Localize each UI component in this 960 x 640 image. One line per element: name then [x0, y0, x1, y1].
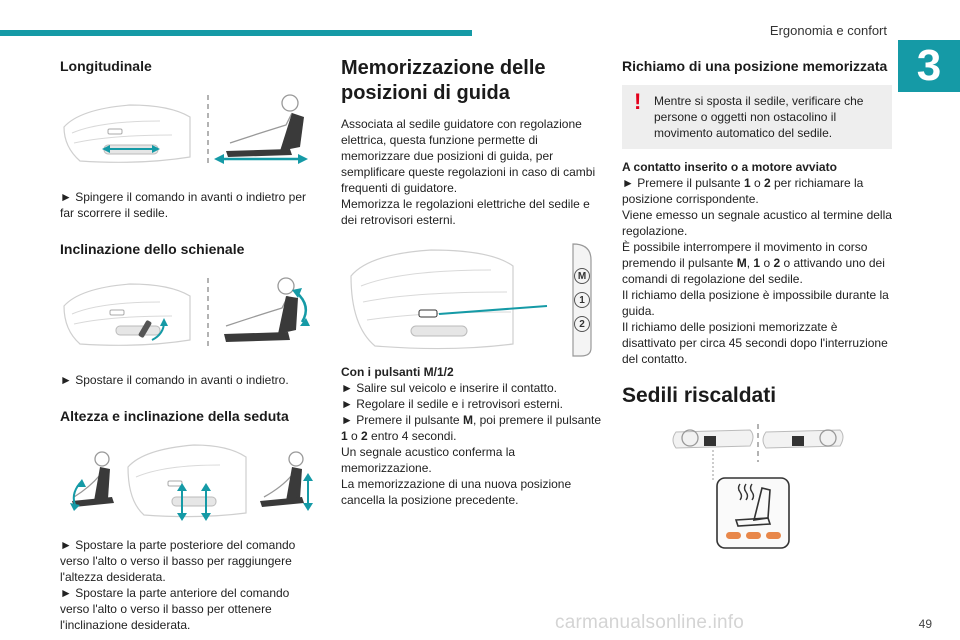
- seated-person-icon: [224, 278, 310, 342]
- memory-button-2[interactable]: 2: [574, 316, 590, 332]
- text-memory-stores: Memorizza le regolazioni elettriche del sedile e dei retrovisori esterni.: [341, 197, 590, 227]
- text-seat-height: ► Spostare la parte posteriore del comando verso l'alto o verso il basso per raggiungere l'altezza desiderata.: [60, 538, 296, 584]
- text-recall-beep: Viene emesso un segnale acustico al termine della regolazione.: [622, 208, 892, 238]
- seat-side-panel-icon: [128, 445, 246, 521]
- subtitle-memory-buttons: Con i pulsanti M/1/2: [341, 365, 454, 379]
- text-backrest: ► Spostare il comando in avanti o indietro.: [60, 373, 289, 387]
- illustration-longitudinal: [60, 87, 314, 169]
- chapter-badge: 3: [898, 40, 960, 92]
- section-title-heated-seats: Sedili riscaldati: [622, 384, 777, 407]
- text-overwrite: La memorizzazione di una nuova posizione cancella la posizione precedente.: [341, 477, 572, 507]
- memory-button-m[interactable]: M: [574, 268, 590, 284]
- section-title-seat-height: Altezza e inclinazione della seduta: [60, 408, 289, 424]
- column-recall: [622, 56, 892, 552]
- watermark: carmanualsonline.info: [555, 612, 745, 633]
- text-longitudinal: ► Spingere il comando in avanti o indietro per far scorrere il sedile.: [60, 190, 307, 220]
- column-seat-adjustments: [60, 56, 314, 633]
- seated-person-icon: [260, 452, 313, 511]
- seat-side-panel-icon: [351, 250, 513, 349]
- text-recall-disabled: Il richiamo delle posizioni memorizzate è disattivato per circa 45 secondi dopo l'interruzione del contatto.: [622, 320, 888, 366]
- heated-seat-panel: [717, 478, 789, 548]
- column-memory: [341, 56, 603, 508]
- memory-button-1[interactable]: 1: [574, 292, 590, 308]
- step-press-buttons: ► Premere il pulsante M, poi premere il pulsante 1 o 2 entro 4 secondi.: [341, 413, 602, 443]
- seated-person-icon: [70, 452, 114, 511]
- illustration-backrest: [60, 270, 314, 354]
- seat-side-panel-icon: [64, 105, 190, 162]
- step-recall: ► Premere il pulsante 1 o 2 per richiamare la posizione corrispondente.: [622, 176, 864, 206]
- warning-box: [622, 85, 892, 149]
- page-number: 49: [918, 617, 932, 631]
- header-accent-bar: [0, 30, 472, 36]
- illustration-heated-seats: [622, 422, 892, 552]
- subtitle-recall-conditions: A contatto inserito o a motore avviato: [622, 160, 837, 174]
- illustration-memory-buttons: [341, 240, 603, 358]
- text-recall-interrupt: È possibile interrompere il movimento in corso premendo il pulsante M, 1 o 2 o attivando uno dei comandi di regolazione del sedile.: [622, 240, 885, 286]
- section-title-backrest: Inclinazione dello schienale: [60, 241, 245, 257]
- warning-icon: !: [634, 89, 642, 114]
- text-seat-tilt: ► Spostare la parte anteriore del comando verso l'alto o verso il basso per ottenere l'inclinazione desiderata.: [60, 586, 290, 632]
- section-title-memory: Memorizzazione delle posizioni di guida: [341, 57, 546, 104]
- seat-side-panel-icon: [64, 284, 190, 345]
- text-beep-confirm: Un segnale acustico conferma la memorizzazione.: [341, 445, 516, 475]
- header-title: Ergonomia e confort: [769, 23, 887, 38]
- step-adjust: ► Regolare il sedile e i retrovisori esterni.: [341, 397, 563, 411]
- dashboard-left-icon: [673, 430, 753, 448]
- dashboard-right-icon: [763, 430, 843, 448]
- step-ignition: ► Salire sul veicolo e inserire il contatto.: [341, 381, 557, 395]
- section-title-longitudinal: Longitudinale: [60, 58, 152, 74]
- seated-person-icon: [214, 95, 308, 164]
- text-memory-intro: Associata al sedile guidatore con regolazione elettrica, questa funzione permette di memorizzare due posizioni di guida, per semplificare queste regolazioni in caso di cambi frequenti di guidatore.: [341, 117, 596, 195]
- warning-text: Mentre si sposta il sedile, verificare che persone o oggetti non ostacolino il movimento automatico del sedile.: [654, 94, 864, 140]
- section-title-recall: Richiamo di una posizione memorizzata: [622, 58, 888, 74]
- text-recall-driving: Il richiamo della posizione è impossibile durante la guida.: [622, 288, 889, 318]
- illustration-seat-height: [60, 437, 314, 523]
